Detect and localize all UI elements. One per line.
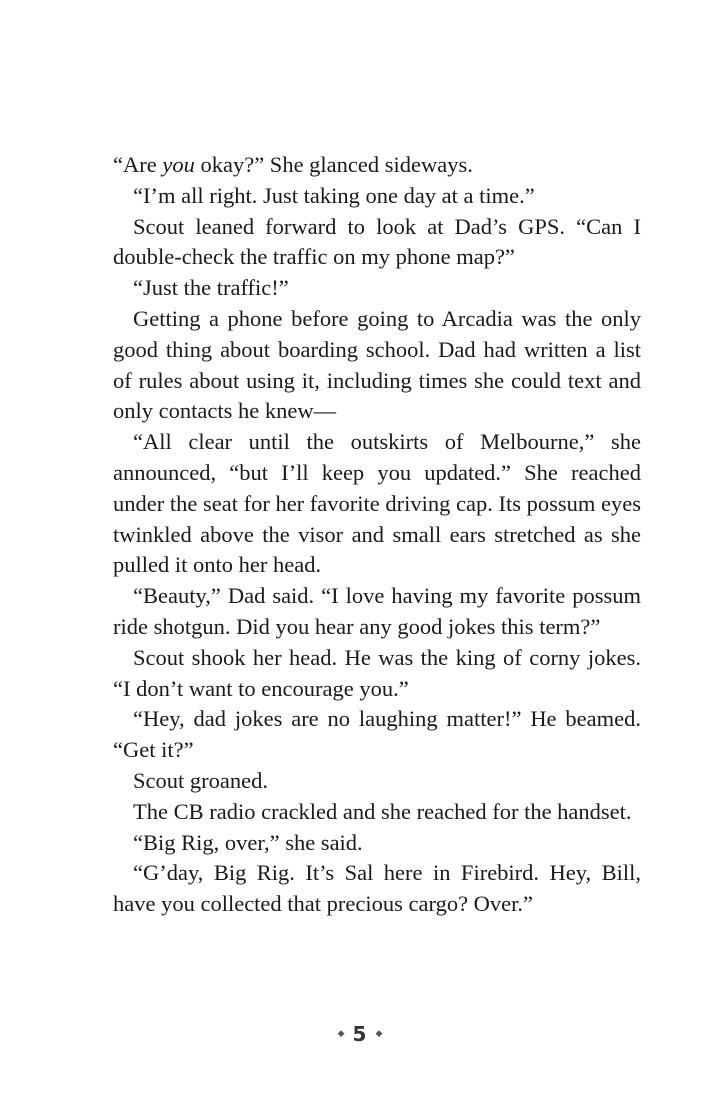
body-text bbox=[113, 150, 641, 920]
paragraph-3: Scout leaned forward to look at Dad’s GPS. “Can I double-check the traffic on my phone map?” bbox=[113, 213, 641, 270]
folio-left-ornament: ◆ bbox=[337, 1029, 345, 1039]
paragraph-5: Getting a phone before going to Arcadia was the only good thing about boarding school. Dad had written a list of rules about using it, including times she could text and only contacts he knew— bbox=[113, 305, 641, 424]
paragraph-1-pre: “Are bbox=[113, 152, 163, 177]
paragraph-12: “Big Rig, over,” she said. bbox=[133, 829, 363, 855]
paragraph-1-emphasis: you bbox=[162, 152, 195, 177]
paragraph-2: “I’m all right. Just taking one day at a time.” bbox=[133, 182, 535, 208]
paragraph-8: Scout shook her head. He was the king of corny jokes. “I don’t want to encourage you.” bbox=[113, 644, 641, 701]
paragraph-4: “Just the traffic!” bbox=[133, 275, 289, 301]
paragraph-6: “All clear until the outskirts of Melbourne,” she announced, “but I’ll keep you updated.” She reached under the seat for her favorite driving cap. Its possum eyes twinkled above the visor and small ears stretched as she pulled it onto her head. bbox=[113, 429, 641, 578]
paragraph-1 bbox=[113, 150, 641, 181]
paragraph-10: Scout groaned. bbox=[133, 767, 268, 793]
paragraph-1-post: okay?” She glanced sideways. bbox=[194, 152, 473, 177]
paragraph-7: “Beauty,” Dad said. “I love having my favorite possum ride shotgun. Did you hear any good jokes this term?” bbox=[113, 583, 641, 639]
page-number: 5 bbox=[352, 1022, 368, 1046]
folio-right-ornament: ◆ bbox=[375, 1029, 383, 1039]
paragraph-13: “G’day, Big Rig. It’s Sal here in Firebird. Hey, Bill, have you collected that precious cargo? Over.” bbox=[113, 860, 641, 917]
paragraph-11: The CB radio crackled and she reached for the handset. bbox=[133, 798, 632, 824]
page-folio bbox=[0, 1022, 720, 1046]
paragraph-9: “Hey, dad jokes are no laughing matter!” He beamed. “Get it?” bbox=[113, 706, 641, 763]
